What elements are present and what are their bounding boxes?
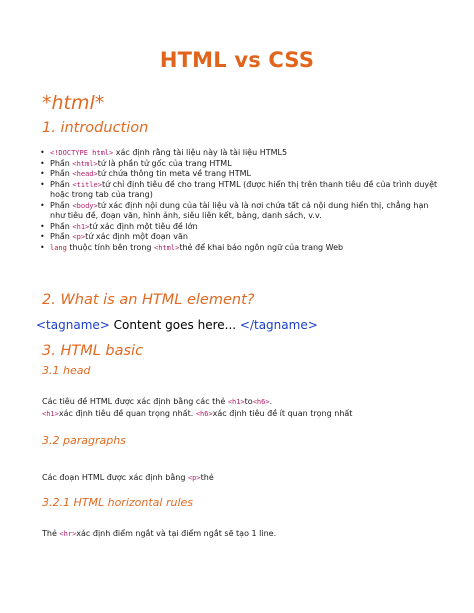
- paragraphs-paragraph: [42, 472, 442, 484]
- head-paragraph: [42, 396, 442, 420]
- list-item-text: tứ xác định nội dung của tài liệu và là nơi chứa tất cả nội dung hiển thị, chẳng hạn như tiêu đề, đoạn văn, hình ảnh, siêu liên kết, bảng, danh sách, v.v.: [50, 200, 429, 220]
- list-item-text: tứ chứa thông tin meta về trang HTML: [97, 169, 251, 178]
- text-segment: xác định tiêu đề ít quan trọng nhất: [212, 409, 353, 418]
- list-item: [42, 180, 442, 201]
- rules-paragraph: [42, 528, 442, 540]
- list-item-prefix: Phần: [50, 221, 73, 231]
- inline-code: <p>: [187, 474, 201, 482]
- list-item-prefix: Phần: [50, 179, 73, 189]
- element-example: [36, 318, 318, 332]
- list-item-text: xác định rằng tài liệu này là tài liệu HTML5: [113, 148, 288, 157]
- text-segment: Các đoạn HTML được xác định bằng: [42, 473, 188, 482]
- inline-code: lang: [50, 243, 67, 252]
- list-item-text: tứ là phần tử gốc của trang HTML: [97, 158, 232, 168]
- list-item-prefix: Phần: [50, 232, 73, 241]
- close-tag: </tagname>: [239, 318, 318, 332]
- inline-code: <h1>: [72, 222, 90, 231]
- list-item: [42, 201, 442, 222]
- intro-list: [42, 148, 442, 253]
- text-segment: Thẻ: [42, 529, 60, 538]
- head-subheading: 3.1 head: [42, 364, 91, 377]
- element-heading: 2. What is an HTML element?: [42, 292, 255, 308]
- text-segment: xác định điểm ngắt và tại điểm ngắt sẽ tạo 1 line.: [76, 529, 277, 538]
- text-segment: xác định tiêu đề quan trọng nhất.: [58, 409, 196, 418]
- text-segment: .: [269, 397, 273, 406]
- inline-code: <hr>: [59, 530, 77, 538]
- inline-code: <h1>: [227, 398, 245, 406]
- intro-heading: 1. introduction: [42, 120, 149, 136]
- list-item: [42, 243, 442, 254]
- inline-code: <h1>: [42, 410, 59, 418]
- list-item-text: tứ xác định một tiêu đề lớn: [89, 221, 198, 231]
- inline-code: <h6>: [195, 410, 213, 418]
- list-item-prefix: Phần: [50, 158, 73, 168]
- text-segment: Các tiêu đề HTML được xác định bằng các thẻ: [42, 397, 228, 406]
- open-tag: <tagname>: [36, 318, 110, 332]
- inline-code: <title>: [72, 180, 102, 189]
- list-item: [42, 222, 442, 233]
- inline-code: <html>: [72, 159, 98, 168]
- text-segment: to: [244, 397, 253, 406]
- list-item-text: tứ xác định một đoạn văn: [85, 232, 188, 241]
- list-item-text: thuộc tính bên trong: [66, 242, 155, 252]
- list-item: [42, 159, 442, 170]
- inline-code: <body>: [72, 201, 98, 210]
- list-item: [42, 232, 442, 243]
- rules-subheading: 3.2.1 HTML horizontal rules: [42, 496, 194, 509]
- list-item: [42, 148, 442, 159]
- inline-code: <html>: [154, 243, 180, 252]
- page-title: HTML vs CSS: [159, 48, 315, 72]
- inline-code: <p>: [72, 233, 86, 241]
- list-item-prefix: Phần: [50, 200, 73, 210]
- paragraph-line: [42, 396, 442, 408]
- inline-code: <head>: [72, 170, 98, 178]
- list-item: [42, 169, 442, 180]
- section-heading-html: *html*: [42, 92, 105, 114]
- basic-heading: 3. HTML basic: [42, 343, 144, 359]
- example-content: Content goes here...: [109, 318, 240, 332]
- paragraphs-subheading: 3.2 paragraphs: [42, 434, 126, 447]
- paragraph-line: [42, 408, 442, 420]
- list-item-text: thẻ để khai báo ngôn ngữ của trang Web: [179, 242, 344, 252]
- text-segment: thẻ: [200, 473, 214, 482]
- list-item-text: tứ chỉ định tiêu đề cho trang HTML (được hiển thị trên thanh tiêu đề của trình duyệt hoặc trong tab của trang): [50, 179, 438, 199]
- inline-code: <h6>: [252, 398, 270, 406]
- inline-code: <!DOCTYPE html>: [50, 149, 114, 157]
- list-item-prefix: Phần: [50, 169, 73, 178]
